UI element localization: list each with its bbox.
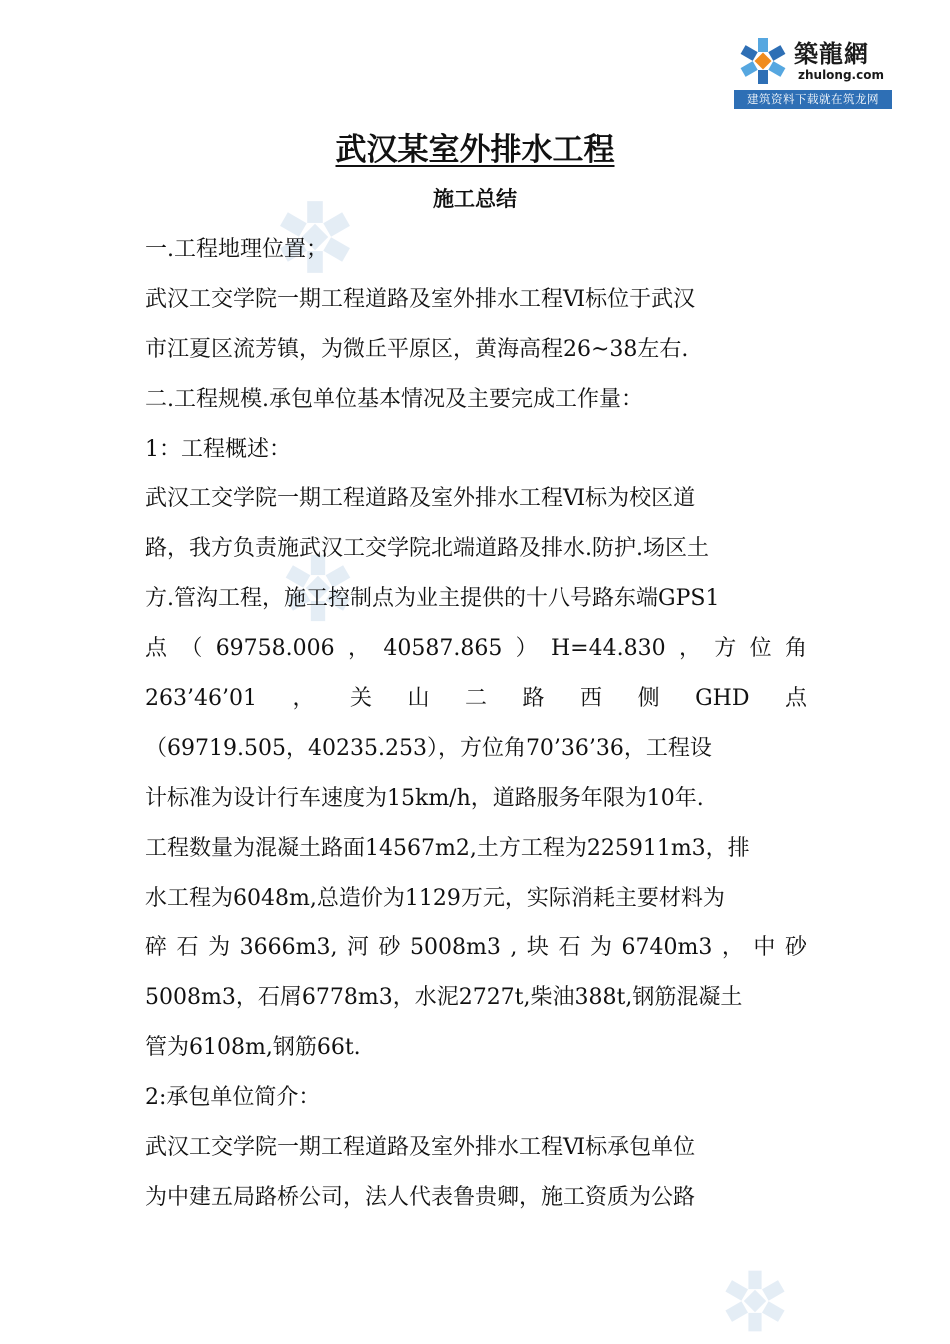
- body-line-part: ，: [292, 686, 315, 712]
- logo-header: [734, 30, 892, 90]
- document-title-text: 武汉某室外排水工程: [335, 132, 615, 168]
- body-line: [145, 923, 807, 973]
- body-line: 工程数量为混凝土路面14567m2,土方工程为225911m3，排: [145, 835, 750, 861]
- body-line-part: 路: [522, 686, 545, 712]
- body-line-part: 为: [589, 935, 612, 961]
- body-line-part: ，: [348, 636, 371, 662]
- body-line-part: 40587.865: [383, 636, 503, 662]
- body-line-part: ）: [515, 636, 538, 662]
- body-line: 管为6108m,钢筋66t.: [145, 1035, 361, 1061]
- body-line: （69719.505，40235.253），方位角70’36’36，工程设: [145, 735, 712, 761]
- body-line: [145, 624, 807, 674]
- body-line-part: 河: [346, 935, 369, 961]
- body-line-part: 碎: [145, 935, 168, 961]
- body-line-part: 石: [176, 935, 199, 961]
- logo-domain: zhulong.com: [798, 68, 884, 82]
- body-line: 市江夏区流芳镇，为微丘平原区，黄海高程26~38左右.: [145, 336, 689, 362]
- body-line-part: 砂: [378, 935, 401, 961]
- body-line-part: GHD: [695, 686, 750, 712]
- body-line: 为中建五局路桥公司，法人代表鲁贵卿，施工资质为公路: [145, 1184, 696, 1210]
- body-line-part: 中: [753, 935, 776, 961]
- body-line-part: 点: [784, 686, 807, 712]
- body-line-part: 角: [784, 636, 807, 662]
- body-line: 5008m3，石屑6778m3，水泥2727t,柴油388t,钢筋混凝土: [145, 985, 743, 1011]
- body-line-part: 二: [465, 686, 488, 712]
- body-line-part: （: [180, 636, 203, 662]
- body-line: 武汉工交学院一期工程道路及室外排水工程Ⅵ标为校区道: [145, 486, 696, 512]
- body-line: 路，我方负责施武汉工交学院北端道路及排水.防护.场区土: [145, 536, 709, 562]
- body-line-part: 方: [714, 636, 737, 662]
- body-line: 1：工程概述：: [145, 436, 291, 462]
- body-line: 2:承包单位简介：: [145, 1085, 321, 1111]
- body-line-part: 西: [580, 686, 603, 712]
- body-line-part: ,: [510, 935, 518, 961]
- zhulong-logo[interactable]: [734, 30, 892, 109]
- body-line-part: 石: [558, 935, 581, 961]
- body-line: 水工程为6048m,总造价为1129万元，实际消耗主要材料为: [145, 885, 725, 911]
- body-line-part: 山: [407, 686, 430, 712]
- body-line-part: H=44.830: [551, 636, 666, 662]
- body-line: 武汉工交学院一期工程道路及室外排水工程Ⅵ标位于武汉: [145, 286, 696, 312]
- body-line: 一.工程地理位置；: [145, 237, 328, 262]
- body-line-part: 砂: [784, 935, 807, 961]
- body-line-part: 关: [349, 686, 372, 712]
- body-line-part: 侧: [637, 686, 660, 712]
- logo-name: 築龍網: [794, 40, 869, 68]
- body-line-part: 6740m3: [621, 935, 713, 961]
- document-subtitle: 施工总结: [433, 187, 517, 211]
- snowflake-logo-icon: [738, 36, 788, 86]
- document-body: [145, 225, 807, 1223]
- body-line-part: 5008m3: [410, 935, 501, 961]
- body-line-part: 69758.006: [215, 636, 335, 662]
- body-line-part: ，: [721, 935, 744, 961]
- body-line-part: 263’46’01: [145, 686, 257, 712]
- body-line-part: 3666m3,: [239, 935, 338, 961]
- body-line-part: 块: [526, 935, 549, 961]
- body-line-part: 点: [145, 636, 168, 662]
- body-line: [145, 674, 807, 724]
- body-line: 方.管沟工程，施工控制点为业主提供的十八号路东端GPS1: [145, 586, 720, 612]
- snowflake-watermark-icon: [722, 1268, 788, 1334]
- body-line-part: 为: [208, 935, 231, 961]
- document-title: [0, 128, 950, 172]
- body-line: 武汉工交学院一期工程道路及室外排水工程Ⅵ标承包单位: [145, 1135, 696, 1161]
- body-line: 计标准为设计行车速度为15km/h，道路服务年限为10年.: [145, 785, 704, 811]
- logo-tagline: 建筑资料下载就在筑龙网: [734, 90, 892, 109]
- body-line-part: ，: [678, 636, 701, 662]
- body-line: 二.工程规模.承包单位基本情况及主要完成工作量：: [145, 386, 643, 412]
- body-line-part: 位: [749, 636, 772, 662]
